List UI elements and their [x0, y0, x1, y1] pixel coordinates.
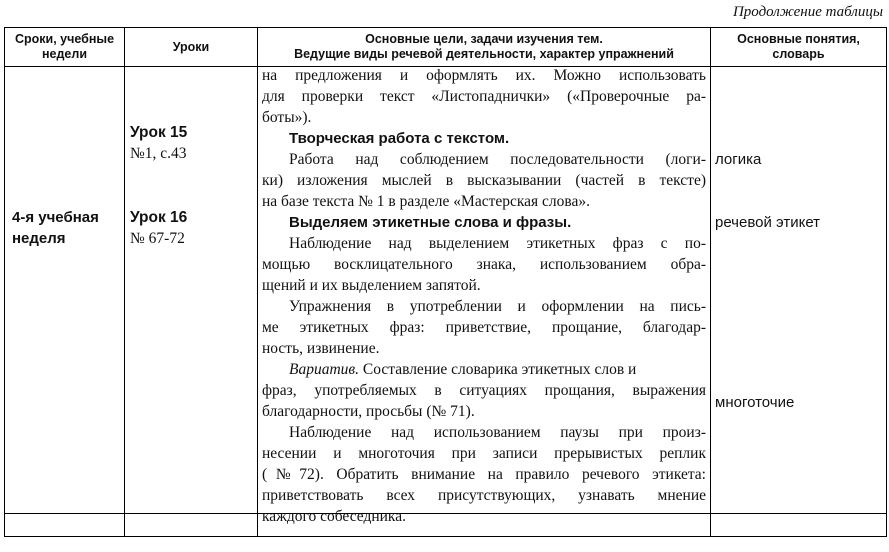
content-cell — [258, 67, 711, 525]
text-line: мощью восклицательного знака, использованием обра- — [262, 256, 706, 273]
text-line: благодарности, просьбы (№ 71). — [262, 403, 475, 420]
lesson-16-ref: № 67-72 — [130, 230, 185, 247]
variative-text: Составление словарика этикетных слов и — [359, 361, 637, 378]
text-line: на базе текста № 1 в разделе «Мастерская слова». — [262, 193, 591, 210]
concepts-cell — [711, 67, 887, 514]
empty-row — [5, 514, 887, 537]
header-goals — [258, 28, 711, 67]
text-line: приветствовать всех присутствующих, узнавать мнение — [262, 487, 706, 504]
header-concepts: Основные понятия, словарь — [711, 28, 887, 67]
text-line: ки) изложения мыслей в высказывании (частей в тексте) — [262, 172, 706, 189]
text-line: ме этикетных фраз: приветствие, прощание, благодар- — [262, 319, 706, 336]
text-line: Работа над соблюдением последовательности (логи- — [289, 151, 706, 168]
empty-cell — [5, 514, 125, 537]
text-line — [289, 359, 636, 380]
lesson-15-ref: №1, с.43 — [130, 145, 187, 162]
lessons-cell — [125, 67, 258, 514]
variative-label: Вариатив. — [289, 361, 360, 378]
header-weeks: Сроки, учебные недели — [5, 28, 125, 67]
week-cell — [5, 67, 125, 514]
lesson-15-title: Урок 15 — [130, 124, 188, 141]
table-continuation-caption: Продолжение таблицы — [732, 4, 883, 20]
text-line: несении и многоточия при записи прерывистых реплик — [262, 445, 706, 462]
header-lessons: Уроки — [125, 28, 258, 67]
concept-term: логика — [715, 151, 762, 168]
header-goals-line1: Основные цели, задачи изучения тем. — [365, 32, 603, 46]
concept-term: речевой этикет — [715, 214, 821, 231]
text-line: щений и их выделением запятой. — [262, 277, 481, 294]
text-line: Наблюдение над использованием паузы при произ- — [289, 424, 706, 441]
text-line: боты»). — [262, 109, 312, 126]
text-line: (№72). Обратить внимание на правило речевого этикета: — [262, 466, 706, 483]
lesson-16-heading: Выделяем этикетные слова и фразы. — [289, 214, 572, 231]
text-line: каждого собеседника. — [262, 508, 406, 525]
text-line: для проверки текст «Листопаднички» («Проверочные ра- — [262, 88, 706, 105]
header-row — [5, 28, 887, 67]
header-goals-line2: Ведущие виды речевой деятельности, характер упражнений — [294, 47, 674, 61]
week-label-line1: 4-я учебная — [12, 209, 99, 226]
empty-cell — [711, 514, 887, 537]
lesson-16-title: Урок 16 — [130, 209, 188, 226]
empty-cell — [125, 514, 258, 537]
text-line: фраз, употребляемых в ситуациях прощания, выражения — [262, 382, 706, 399]
concept-term: многоточие — [715, 394, 795, 411]
text-line: Упражнения в употреблении и оформлении на пись- — [289, 298, 706, 315]
lesson-15-heading: Творческая работа с текстом. — [289, 130, 510, 147]
text-line: на предложения и оформлять их. Можно использовать — [262, 67, 706, 84]
text-line: Наблюдение над выделением этикетных фраз с по- — [289, 235, 706, 252]
lesson-plan-table — [4, 27, 887, 537]
week-label-line2: неделя — [12, 230, 66, 247]
text-line: ность, извинение. — [262, 340, 380, 357]
week-row — [5, 67, 887, 514]
